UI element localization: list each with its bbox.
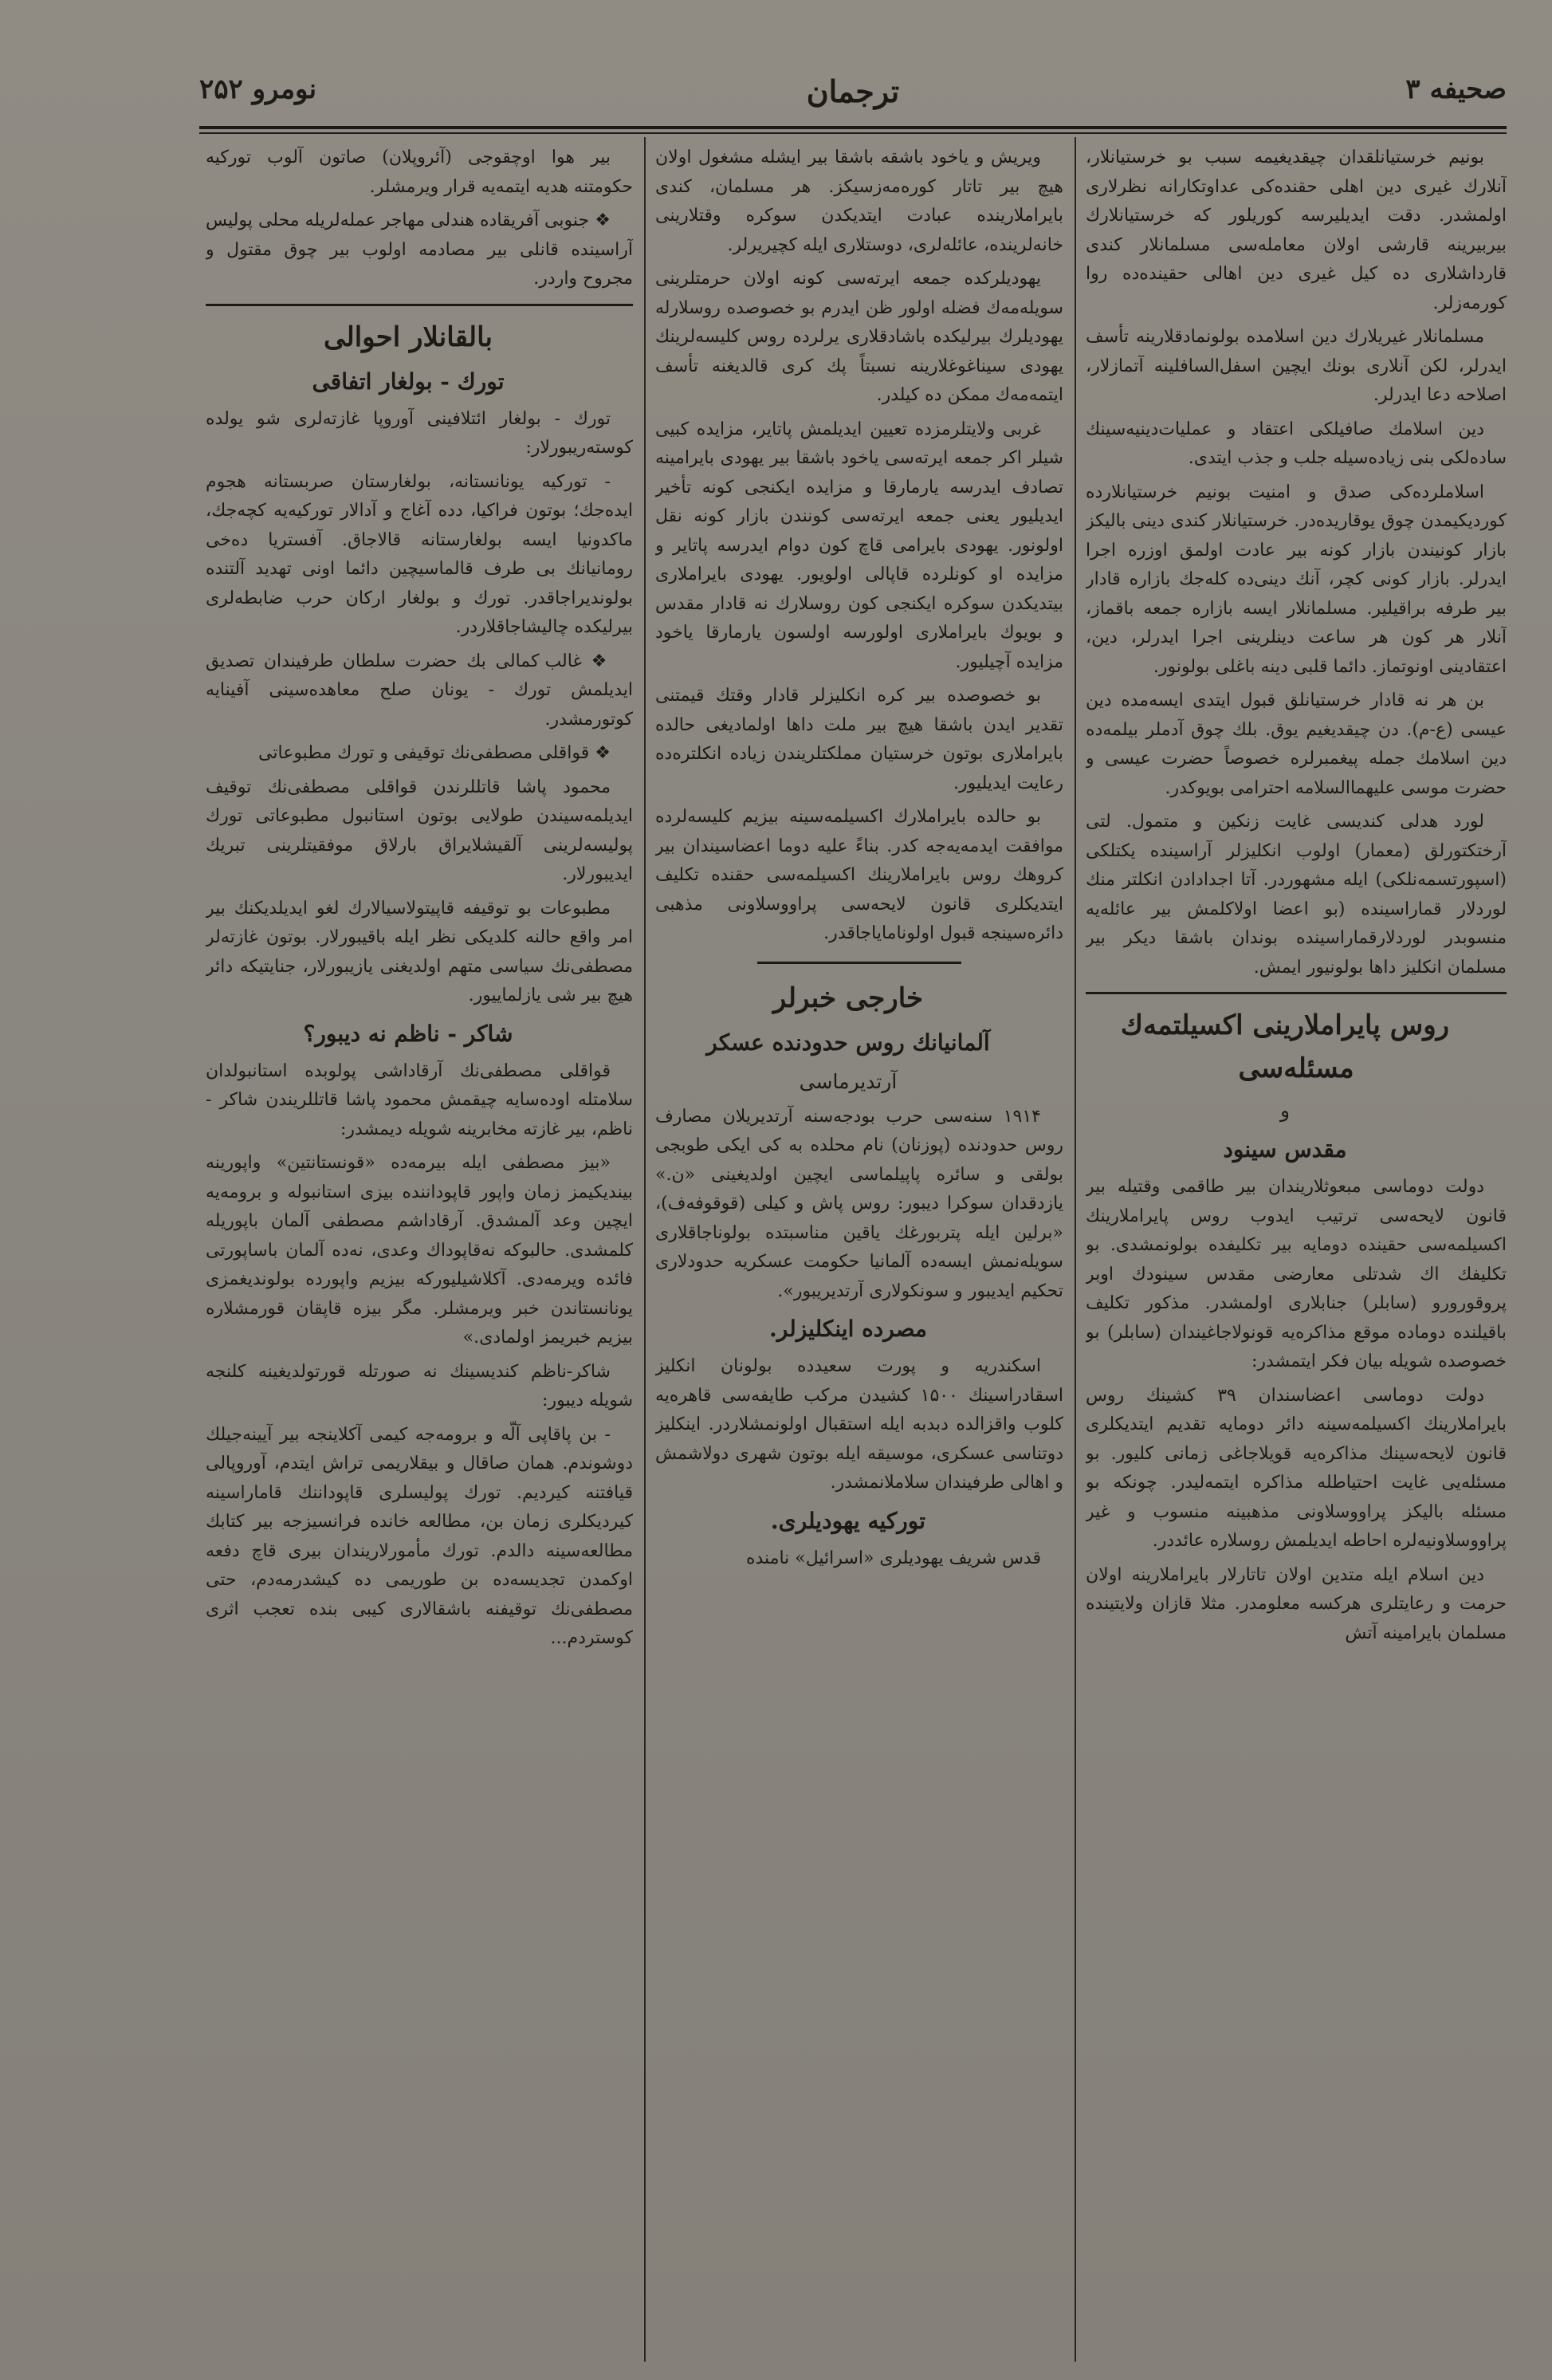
paragraph: بو حالده بایراملارك اکسیلمه‌سینه بیزیم کلیسه‌لرده موافقت ایدمه‌یه‌جه کدر. بناءً علیه دوما اعضاسیندان بیر کروهك روس بایراملارینك اکسیلمه‌سی حقنده تکلیف ایتدیکلری قانون لایحه‌سی پراووسلاونی مذهبی دائره‌سینجه قبول اولونامایاجاقدر.	[655, 807, 1063, 943]
masthead-title: ترجمان	[806, 73, 900, 109]
paragraph: غربی ولایتلرمزده تعیین ایدیلمش پاتایر، مزایده کبیی شیلر اکر جمعه ایرته‌سی یاخود باشقا بیر یهودی بایرامینه تصادف ایدرسه یارمارقا و مزایده ایکنجی کونه تأخیر ایدیلیور یعنی جمعه ایرته‌سی کونندن بازار کونه نقل اولونور. یهودی بایرامی قاچ کون دوام ایدرسه پاتایر و مزایده او کونلرده قاپالی اولویور. یهودی بایراملاری بیتدیکدن سوکره ایکنجی کون روسلارك نه قادار مقدس و بویوك بایراملاری اولورسه اولسون یارمارقا یاخود مزایده آچیلیور.	[655, 419, 1063, 672]
paragraph: بیر هوا اوچقوجی (آئروپلان) صاتون آلوب تورکیه حکومتنه هدیه ایتمه‌یه قرار ویرمشلر.	[206, 148, 633, 197]
paragraph: یهودیلرکده جمعه ایرته‌سی کونه اولان حرمتلرینی سویله‌مه‌ك فضله اولور ظن ایدرم بو خصوصده روسلارله یهودیلرك بیرلیکده باشادقلاری یرلرده روس کلیسه‌لرینك یهودی سیناغوغلارینه نسبتاً پك کری قالدیغنه تأسف ایتمه‌مه‌ك ممکن ده کیلدر.	[655, 269, 1063, 405]
paragraph: شاکر-ناظم کندیسینك نه صورتله قورتولدیغینه کلنجه شویله دیبور:	[206, 1361, 633, 1410]
paragraph: دین اسلامك صافیلکی اعتقاد و عملیات‌دینیه‌سینك ساده‌لکی بنی زیاده‌سیله جلب و جذب ایتدی.	[1086, 419, 1507, 468]
headline: خارجی خبرلر	[772, 982, 924, 1014]
paragraph-text: غالب کمالی بك حضرت سلطان طرفیندان تصدیق ایدیلمش تورك - یونان صلح معاهده‌سینی آفینایه کوتورمشدر.	[206, 651, 633, 730]
paragraph: اسکندریه و پورت سعیدده بولونان انکلیز اسقادراسینك ۱۵۰۰ کشیدن مرکب طایفه‌سی قاهره‌یه کلوب واقزالده دبدبه ایله استقبال اولونمشلاردر. اینکلیز دوتناسی عسکری، موسیقه ایله بوتون شهری دولاشمش و اهالی طرفیندان سلاملانمشدر.	[655, 1356, 1063, 1493]
paragraph: مطبوعات بو توقیفه قاپیتولاسیالارك لغو ایدیلدیکنك بیر امر واقع حالنه کلدیکی نظر ایله باقیبورلار. بوتون غازته‌لر مصطفی‌نك سیاسی متهم اولدیغنی یازیبورلار، جنایتیکه دائر هیچ بیر شی یازلماییور.	[206, 898, 633, 1005]
paragraph: ۱۹۱۴ سنه‌سی حرب بودجه‌سنه آرتدیریلان مصارف روس حدودنده (پوزنان) نام محلده به کی ایکی طوبجی بولقی و سائره پاپیلماسی ایچین اولدیغینی «ن.» یازدقدان سوکرا دیبور: روس پاش و کیلی (قوقوفه‌ف)، «برلین ایله پتربورغك یاقین مناسبتده بولوناجاقلاری سویله‌نمش ایسه‌ده آلمانیا حکومت عسکریه حدودلاری تحکیم ایدیبور و سونکولاری آرتدیریبور».	[655, 1106, 1063, 1301]
page-number: صحیفه ۳	[1405, 73, 1507, 105]
paragraph: تورك - بولغار ائتلافینی آوروپا غازته‌لری شو یولده کوسته‌ریبورلار:	[206, 408, 633, 458]
column-divider-right	[1075, 137, 1076, 2362]
paragraph: دین اسلام ایله متدین اولان تاتارلار بایراملارینه اولان حرمت و رعایتلری هرکسه معلومدر. مثلا قازان ولایتینده مسلمان بایرامینه آتش	[1086, 1564, 1507, 1643]
paragraph: بونیم خرستیانلقدان چیقدیغیمه سبب بو خرستیانلار، آنلارك غیری دین اهلی حقنده‌کی عداوتكارانه نظرلاری اولمشدر. دقت ایدیلیرسه کوریلور که خرستیانلارك بیربیرینه قارشی اولان معامله‌سی مسلمانلار کندی قارداشلاری ده کیل غیری دین اهالی حقینده‌ده روا کورمه‌زلر.	[1086, 148, 1507, 313]
subheadline: تورك - بولغار اتفاقی	[312, 368, 505, 395]
paragraph: دولت دوماسی اعضاسندان ۳۹ کشینك روس بایراملارینك اکسیلمه‌سینه دائر دومایه تقدیم ایتدیکلری قانون لایحه‌سینك مذاکره‌یه قویلاجاغی زمانی کلیور. بو مسئله‌یی غایت احتیاطله مذاکره ایتمه‌لیدر. چونکه بو مسئله بالیکز پراووسلاونی مذهبینه منسوب و غیر پراووسلاونیه‌لره احاطه ایدیلمش روسلاره عائددر.	[1086, 1385, 1507, 1551]
paragraph: قدس شریف یهودیلری «اسرائیل» نامنده	[745, 1548, 1041, 1568]
header-rule	[199, 126, 1507, 129]
headline: روس پایراملارینی اکسیلتمه‌ك مسئله‌سی	[1120, 1009, 1450, 1084]
paragraph: - تورکیه یونانستانه، بولغارستان صربستانه هجوم ایده‌جك؛ بوتون فراکیا، دده آغاج و آدالار تورکیه‌یه کچه‌جك، ماکدونیا ایسه بولغارستانه قالاجاق. آفستریا ده‌خی رومانیانك بی طرف قالماسیچین دائما اونی تهدید آلتنده بولوندیراجاقدر. تورك و بولغار ارکان حرب ضابطه‌لری بیرلیکده چالیشاجاقلاردر.	[206, 471, 633, 637]
section-rule	[206, 304, 633, 306]
paragraph: لورد هدلی کندیسی غایت زنکین و متمول. لتی آرختکتورلق (معمار) اولوب انکلیزلر آراسینده یکتلکی (اسپورتسمه‌نلکی) ایله مشهوردر. آتا اجدادادن انکلتر منك لوردلار قماراسینده (بو اعضا اولا‌کلمش بیر عائله‌یه منسوبدر لوردلارقماراسینده بوندان باشقا دیکر بیر مسلمان انکلیز داها بولونیور ایمش.	[1086, 812, 1507, 978]
paragraph: بو خصوصده بیر کره انکلیزلر قادار وقتك قیمتنی تقدیر ایدن باشقا هیچ بیر ملت داها اولمادیغی حالده بایراملاری بوتون خرستیان مملکتلریندن زیاده انکلتره‌ده رعایت ایدیلیور.	[655, 686, 1063, 793]
paragraph: محمود پاشا قاتللرندن قواقلی مصطفی‌نك توقیف ایدیلمه‌سیندن طولایی بوتون استانبول مطبوعاتی تورك پولیسه‌لرینی آلقیشلایراق بارلاق موفقیتلرینی تبریك ایدیبورلار.	[206, 777, 633, 884]
paragraph: قواقلی مصطفی‌نك آرقاداشی پولوبده استانبولدان سلامتله اوده‌سایه چیقمش محمود پاشا قاتللریندن شاکر - ناظم، بیر غازته مخابرینه شویله دیمشدر:	[206, 1060, 633, 1139]
issue-number: نومرو ۲۵۲	[199, 73, 317, 105]
paragraph: ویریش و یاخود باشقه باشقا بیر ایشله مشغول اولان هیچ بیر تاتار کوره‌مه‌زسیکز. هر مسلمان، کندی بایراملارینده عبادت ایتدیکدن سوکره وقتلارینی خانه‌لرینده، عائله‌لری، دوستلاری ایله کچیریرلر.	[655, 148, 1063, 255]
column-divider-left	[644, 137, 646, 2362]
news-heading: مصرده اینکلیزلر.	[769, 1316, 927, 1342]
paragraph	[206, 647, 633, 735]
paragraph	[206, 739, 633, 769]
column-left	[206, 144, 633, 2360]
subheadline: شاکر - ناظم نه دیبور؟	[303, 1020, 513, 1047]
paragraph-text: جنوبی آفریقاده هندلی مهاجر عمله‌لریله محلی پولیس آراسینده قانلی بیر مصادمه اولوب بیر چوق مقتول و مجروح واردر.	[206, 210, 633, 289]
ornament-icon: ❖	[589, 743, 611, 763]
paragraph: «بیز مصطفی ایله بیرمه‌ده «قونستانتین» واپورینه بیندیکیمز زمان واپور قاپوداننده بیزی استانبوله و برومه‌یه ایچین وعد آلمشدق. آرقاداشم مصطفی آلمان باپوریله کلمشدی. حالبوکه نه‌قاپوداك وعدی، نه‌ده آلمان باساپورتی فائده ویرمه‌دی. آکلاشیلیورکه بیزیم واپورده بولوندیغمزی یونانستاندن خبر ویرمشلر. مگر بیزه قاپقان قورمشلاره بیزیم خبریمز اولمادی.»	[206, 1153, 633, 1347]
paragraph-text: قواقلی مصطفی‌نك توقیفی و تورك مطبوعاتی	[258, 743, 590, 763]
headline-conjunction: و	[1279, 1099, 1291, 1122]
paragraph	[206, 207, 633, 294]
paragraph: دولت دوماسی مبعوثلاریندان بیر طاقمی وقتیله بیر قانون لایحه‌سی ترتیب ایدوب روس پایراملارینك اکسیلمه‌سی حقینده دومایه بیر تکلیفده بولونمشدی. بو تکلیفك اك شدتلی معارضی مقدس سینودك اوبر پروقورورو (سابلر) جنابلاری اولمشدر. مذکور تکلیف باقیلنده دوماده موقع مذاکره‌یه قونولاجاغیندان (سابلر) بو خصوصده شویله بیان فکر ایتمشدر:	[1086, 1177, 1507, 1371]
column-right	[1086, 144, 1507, 2360]
subheadline: آلمانیانك روس حدودنده عسکر	[706, 1029, 990, 1056]
header-rule-thin	[199, 132, 1507, 134]
section-rule	[1086, 992, 1507, 994]
column-middle	[655, 144, 1063, 2360]
page-header	[199, 73, 1507, 123]
subheadline-cont: آرتدیرماسی	[799, 1069, 898, 1093]
paragraph: مسلمانلار غیریلارك دین اسلامده بولونمادقلارینه تأسف ایدرلر، لکن آنلاری بونك ایچین اسفل‌السافلینه آتمازلار، اصلاحه دعا ایدرلر.	[1086, 327, 1507, 405]
paragraph: اسلاملرده‌کی صدق و امنیت بونیم خرستیانلارده کوردیکیمدن چوق یوقاریده‌در. خرستیانلار کندی دینی بالیکز بازار کونیندن بازار کونه بیر عادت اولمق اوزره اجرا ایدرلر. بازار کونی کچر، آنك دینی‌ده کله‌جك بازاره قادار بیر طرفه براقیلیر. مسلمانلار ایسه بازاره جمعه باقماز، آنلار هر کون هر ساعت دینلرینی اجرا ایدرلر، دین، اعتقادینی اونوتماز. دائما قلبی دینه باغلی بولونور.	[1086, 482, 1507, 677]
news-heading: تورکیه یهودیلری.	[770, 1507, 926, 1534]
subheadline: مقدس سینود	[1223, 1136, 1347, 1162]
headline: بالقانلار احوالی	[324, 321, 493, 353]
ornament-icon: ❖	[581, 651, 611, 671]
ornament-icon: ❖	[589, 210, 611, 230]
section-rule	[757, 962, 961, 964]
paragraph: - بن پاقاپی آلّه و برومه‌جه کیمی آکلاینجه بیر آیینه‌جیلك دوشوندم. همان صاقال و بیقلاریمی تراش ایتدم، آوروپالی قیافتنه کیردیم. تورك پولیسلری قاپوداننك قاماراسینه کیردیکلری زمان بن، مطالعه خانده فرانسیزجه بیر کتابك مطالعه‌سینه دالدم. تورك مأمورلاریندان بیری قاچ دفعه اوکمدن تجدیسه‌ده بن طوریمی ده کیشدرمه‌دم، حتی مصطفی‌نك توقیفنه باشقالاری کیبی بنده تعجب اثری کوستردم...	[206, 1424, 633, 1648]
paragraph: بن هر نه قادار خرستیانلق قبول ایتدی ایسه‌مده دین عیسی (ع-م). دن چیقدیغیم یوق. بلك چوق آدملر بیلمه‌ده دین اسلامك جمله پیغمبرلره خصوصاً حضرت عیسی و حضرت موسی علیهما‌السلامه احترامی بویوکدر.	[1086, 690, 1507, 798]
